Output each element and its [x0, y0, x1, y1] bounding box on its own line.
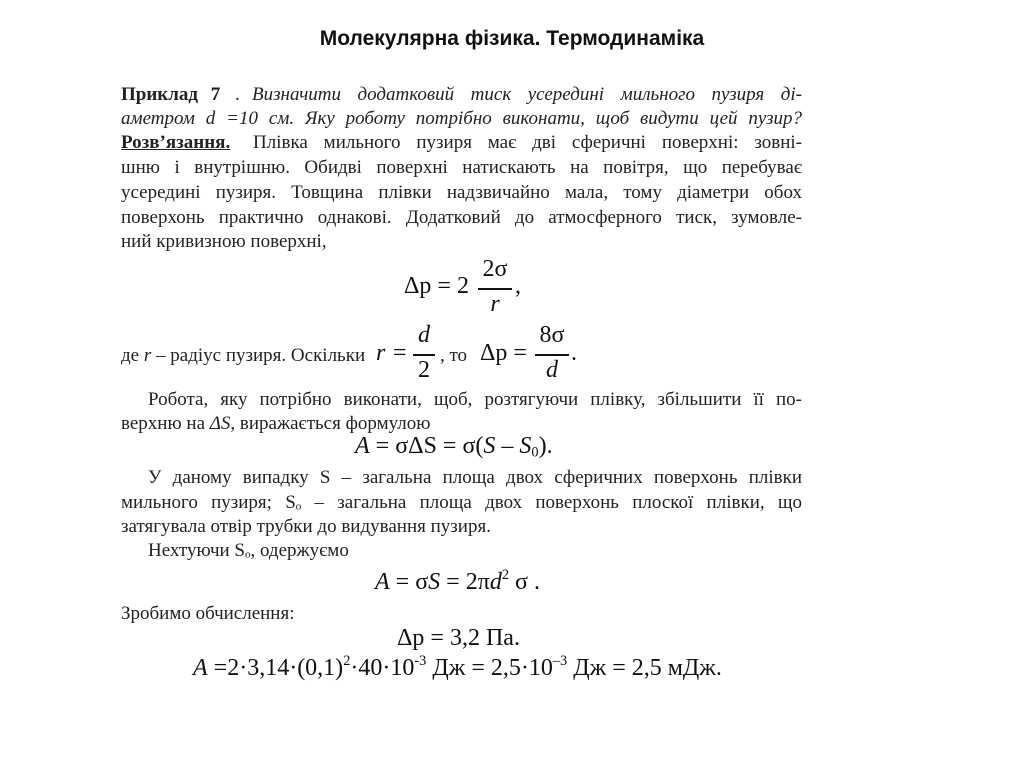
question-line-1: Визначити додатковий тиск усередині мильного пузиря ді- — [252, 84, 802, 105]
radius-line — [121, 345, 365, 367]
formula3-eq1: = σ — [395, 569, 429, 595]
calc-work-sup3: –3 — [552, 652, 568, 669]
example-label: Приклад — [121, 84, 199, 105]
solution-line-2: шню і внутрішню. Обидві поверхні натискають на повітря, що перебуває — [121, 157, 802, 178]
formula2-minus: – — [501, 433, 520, 459]
formula1-fraction-bar — [478, 288, 512, 290]
solution-line-3: усередині пузиря. Товщина плівки надзвичайно мала, тому діаметри обох — [121, 182, 802, 203]
work-line-2-post: , виражається формулою — [230, 413, 431, 434]
radius-mid: – радіус пузиря. Оскільки — [156, 345, 366, 366]
radius-to: , то — [440, 345, 468, 366]
formula3-a: A — [375, 569, 390, 595]
pressure-eq: Δp = — [480, 340, 527, 366]
radius-numerator: d — [418, 322, 430, 348]
formula3-sup: 2 — [501, 566, 510, 583]
calc-work-3: Дж = 2,5·10 — [432, 655, 553, 681]
case-line-2: мильного пузиря; Sₒ – загальна площа двох поверхонь плоскої плівки, що — [121, 492, 802, 513]
formula3-eq2: = 2π — [446, 569, 490, 595]
example-separator: . — [235, 84, 240, 105]
pressure-denominator: d — [546, 357, 558, 383]
case-line-1: У даному випадку S – загальна площа двох сферичних поверхонь плівки — [148, 467, 802, 488]
calc-work-sup1: 2 — [343, 652, 351, 669]
radius-eq: r = — [376, 340, 408, 366]
radius-fraction-bar — [413, 354, 435, 356]
formula2-sub: 0 — [531, 444, 539, 461]
calc-work-sup2: -3 — [414, 652, 427, 669]
formula3-s: S — [428, 569, 441, 595]
formula2-b: = σΔS = σ( — [375, 433, 484, 459]
formula2-s0: S — [519, 433, 532, 459]
work-line-1: Робота, яку потрібно виконати, щоб, розтягуючи плівку, збільшити її по- — [148, 389, 802, 410]
formula3 — [375, 566, 540, 596]
formula3-tail: σ . — [515, 569, 540, 595]
work-line-2 — [121, 413, 431, 435]
formula1-denominator: r — [490, 291, 500, 317]
formula2-a: A — [355, 433, 370, 459]
radius-pre: де — [121, 345, 140, 366]
slide-title: Молекулярна фізика. Термодинаміка — [319, 27, 705, 50]
solution-line-1: Плівка мильного пузиря має дві сферичні поверхні: зовні- — [253, 132, 802, 153]
example-heading — [121, 84, 240, 106]
work-line-2-ds: ΔS — [209, 413, 231, 434]
formula1-numerator: 2σ — [482, 256, 508, 282]
calc-label: Зробимо обчислення: — [121, 603, 295, 624]
formula2-end: ). — [538, 433, 553, 459]
case-line-3: затягувала отвір трубки до видування пузиря. — [121, 516, 491, 537]
calc-pressure: Δp = 3,2 Па. — [397, 625, 520, 651]
question-line-2: аметром d =10 см. Яку роботу потрібно виконати, щоб видути цей пузир? — [121, 108, 802, 129]
calc-work-a: A — [193, 655, 208, 681]
solution-label: Розв’язання. — [121, 132, 231, 153]
solution-line-4: поверхонь практично однакові. Додатковий до атмосферного тиск, зумовле- — [121, 207, 802, 228]
formula2 — [355, 433, 553, 460]
radius-r: r — [143, 345, 152, 366]
radius-denominator: 2 — [418, 357, 430, 383]
calc-work-4: Дж = 2,5 мДж. — [573, 655, 722, 681]
formula2-s: S — [483, 433, 496, 459]
calc-work — [193, 652, 722, 682]
calc-work-2: ·40·10 — [350, 655, 415, 681]
case-line-4: Нехтуючи Sₒ, одержуємо — [148, 540, 349, 561]
example-number: 7 — [210, 84, 221, 105]
pressure-end: . — [571, 340, 577, 366]
calc-work-1: =2·3,14·(0,1) — [213, 655, 344, 681]
pressure-numerator: 8σ — [539, 322, 565, 348]
solution-line-5: ний кривизною поверхні, — [121, 231, 327, 252]
formula1-lhs: Δp = 2 — [404, 273, 469, 299]
work-line-2-pre: верхню на — [121, 413, 206, 434]
pressure-fraction-bar — [535, 354, 569, 356]
formula1-tail: , — [515, 273, 521, 299]
formula3-d: d — [489, 569, 502, 595]
